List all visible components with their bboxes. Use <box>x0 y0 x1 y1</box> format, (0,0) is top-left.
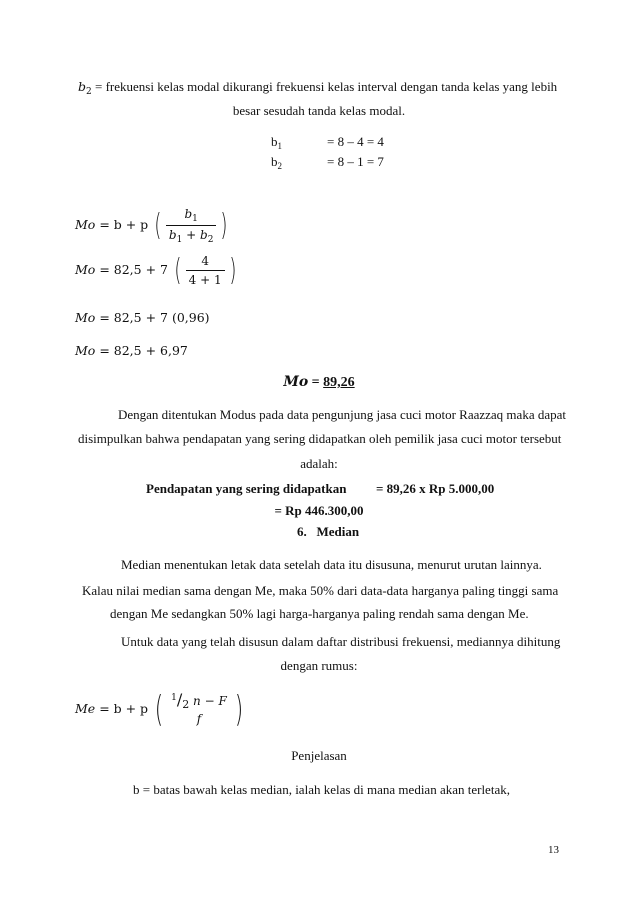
modus-formula: Mo = b + p ( $\frac{b_1}{b_1 + b_2}$ ) <box>75 207 228 245</box>
modus-fraction: $\frac{b_1}{b_1 + b_2}$ <box>166 207 217 244</box>
income-calculation: = 89,26 x Rp 5.000,00 <box>376 481 495 496</box>
conclusion-paragraph-line2: disimpulkan bahwa pendapatan yang sering didapatkan oleh pemilik jasa cuci motor tersebut <box>78 431 562 446</box>
formula-intro-line1: Untuk data yang telah disusun dalam daftar distribusi frekuensi, mediannya dihitung <box>121 634 561 649</box>
b2-value-row: $b_2$ <box>271 154 282 171</box>
median-fraction: $^1$/2 n − F f <box>171 690 227 726</box>
modus-step-3: Mo = 82,5 + 6,97 <box>75 343 188 358</box>
median-paragraph-line2: Kalau nilai median sama dengan Me, maka 50% dari data-data harganya paling tinggi sama <box>82 583 559 598</box>
b2-value: = 8 – 1 = 7 <box>327 154 384 169</box>
median-paragraph-line3: dengan Me sedangkan 50% lagi harga-harganya paling rendah sama dengan Me. <box>110 606 529 621</box>
explanation-b: b = batas bawah kelas median, ialah kelas di mana median akan terletak, <box>133 782 510 797</box>
modus-step-1: Mo = 82,5 + 7 ( $\frac{4}{4 + 1}$ ) <box>75 252 236 288</box>
median-paragraph-line1: Median menentukan letak data setelah data itu disusuna, menurut urutan lainnya. <box>121 557 542 572</box>
income-label: Pendapatan yang sering didapatkan <box>146 481 347 496</box>
income-total: = Rp 446.300,00 <box>274 503 364 518</box>
explanation-title: Penjelasan <box>291 748 347 763</box>
conclusion-paragraph-line1: Dengan ditentukan Modus pada data pengunjung jasa cuci motor Raazzaq maka dapat <box>118 407 566 422</box>
b1-value: = 8 – 4 = 4 <box>327 134 384 149</box>
modus-result: Mo = 89,26 <box>283 374 355 390</box>
b2-definition-line1: $b_2$ = frekuensi kelas modal dikurangi frekuensi kelas interval dengan tanda kelas yang lebih <box>78 79 558 97</box>
b1-value-row: $b_1$ <box>271 134 282 151</box>
conclusion-paragraph-line3: adalah: <box>300 456 338 471</box>
formula-intro-line2: dengan rumus: <box>280 658 358 673</box>
median-formula: Me = b + p ( $^1$/2 n − F f ) <box>75 688 244 730</box>
modus-step-2: Mo = 82,5 + 7 (0,96) <box>75 310 210 325</box>
section-heading-median: 6. Median <box>297 524 360 539</box>
b2-definition-line2: besar sesudah tanda kelas modal. <box>232 103 406 118</box>
page-number: 13 <box>548 844 559 856</box>
